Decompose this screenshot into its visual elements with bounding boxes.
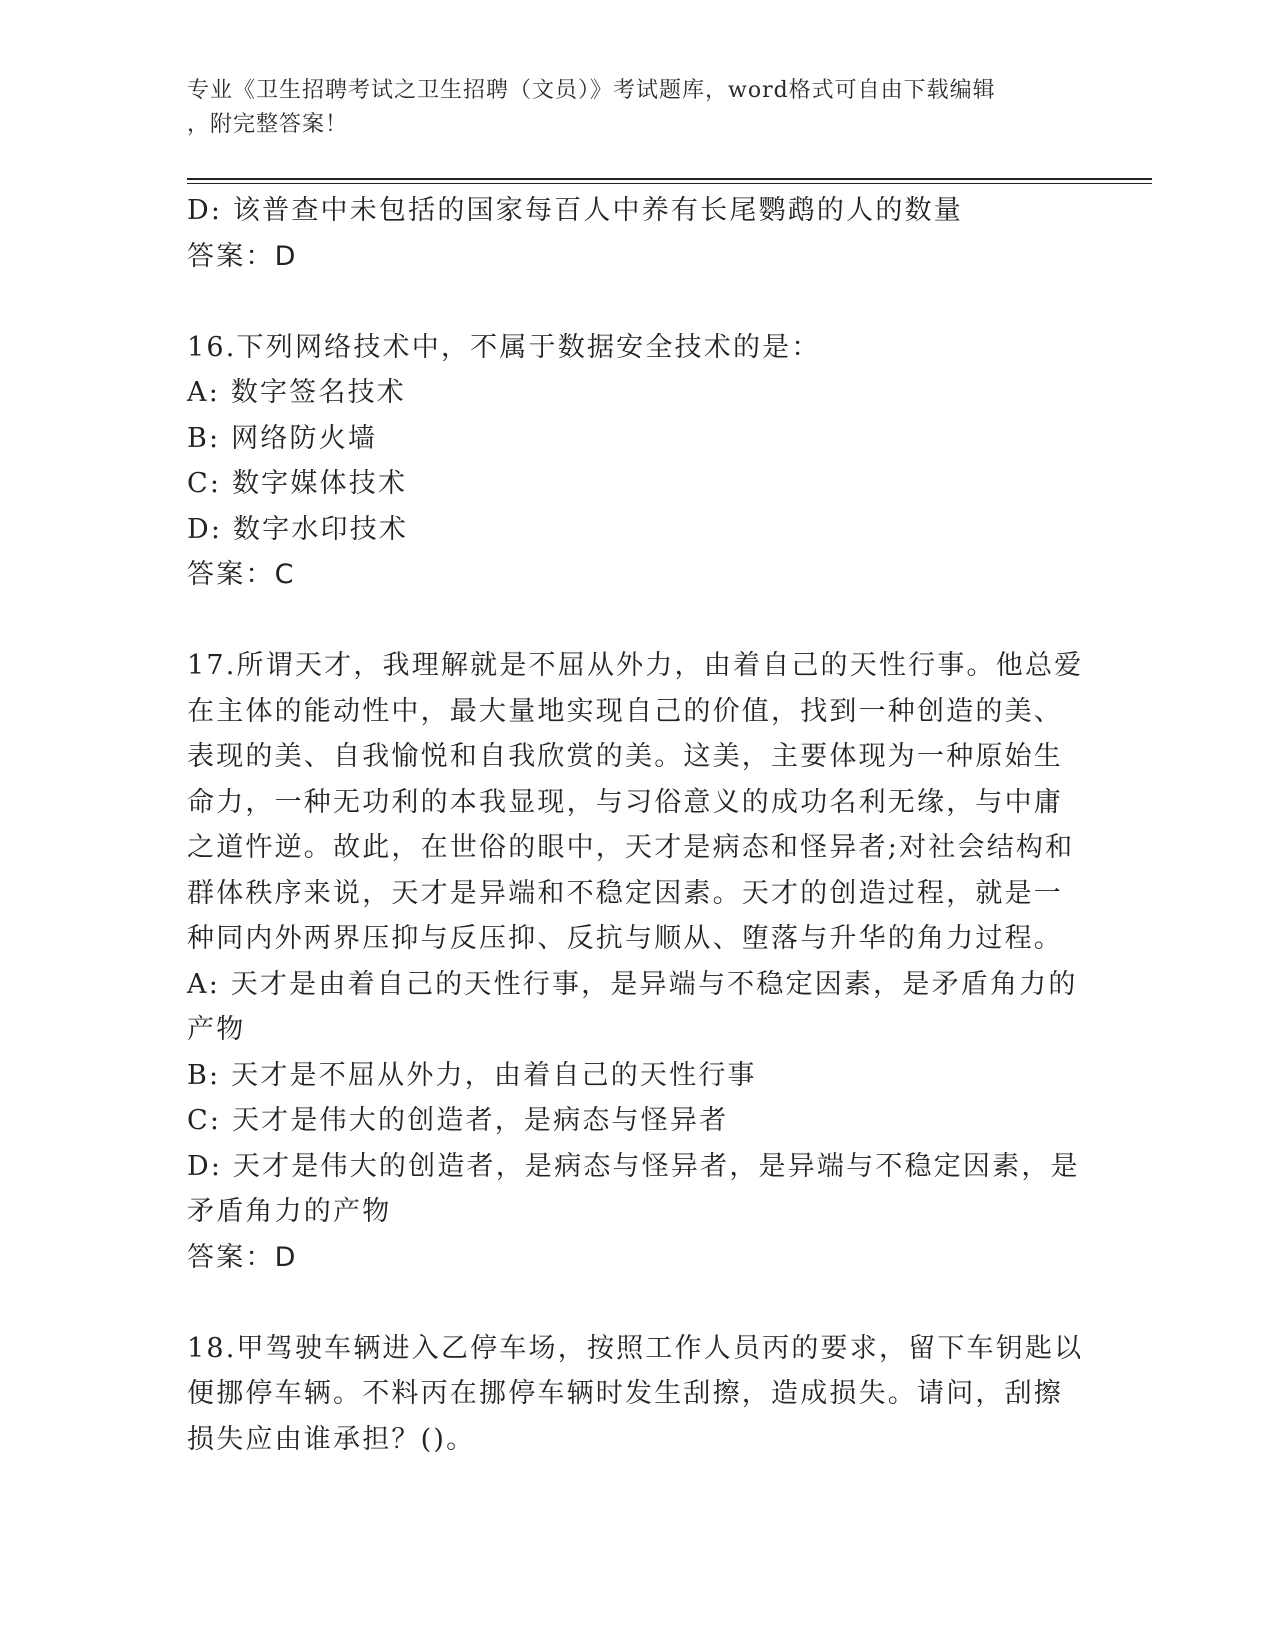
spacer [187, 1280, 1087, 1326]
q16-option-c: C: 数字媒体技术 [187, 468, 408, 499]
q17-stem-line: 命力，一种无功利的本我显现，与习俗意义的成功名利无缘，与中庸 [187, 786, 1063, 818]
prev-answer: 答案：D [187, 240, 298, 272]
spacer [187, 279, 1087, 325]
question-content [187, 188, 1087, 1462]
q18-stem-line: 损失应由谁承担？()。 [187, 1423, 476, 1455]
q16-answer: 答案：C [187, 559, 296, 590]
q17-option-a: A: 天才是由着自己的天性行事，是异端与不稳定因素，是矛盾角力的 [187, 968, 1078, 1000]
q17-option-d-cont: 矛盾角力的产物 [187, 1196, 392, 1227]
header-divider [187, 178, 1152, 180]
header-line-1: 专业《卫生招聘考试之卫生招聘（文员）》考试题库，word格式可自由下载编辑 [187, 78, 996, 103]
q17-stem-line: 在主体的能动性中，最大量地实现自己的价值，找到一种创造的美、 [187, 695, 1063, 727]
spacer [187, 598, 1087, 644]
q17-stem-line: 表现的美、自我愉悦和自我欣赏的美。这美，主要体现为一种原始生 [187, 741, 1063, 772]
q17-stem-line: 群体秩序来说，天才是异端和不稳定因素。天才的创造过程，就是一 [187, 877, 1063, 909]
q17-stem-line: 种同内外两界压抑与反压抑、反抗与顺从、堕落与升华的角力过程。 [187, 923, 1063, 954]
header-line-2: ，附完整答案！ [187, 112, 349, 137]
q18-stem-line: 便挪停车辆。不料丙在挪停车辆时发生刮擦，造成损失。请问，刮擦 [187, 1378, 1063, 1409]
q17-option-a-cont: 产物 [187, 1014, 246, 1045]
q16-option-b: B: 网络防火墙 [187, 422, 378, 454]
q16-stem: 16.下列网络技术中，不属于数据安全技术的是： [187, 331, 821, 363]
q17-option-c: C: 天才是伟大的创造者，是病态与怪异者 [187, 1105, 729, 1136]
document-header [187, 74, 1087, 142]
q17-stem-line: 17.所谓天才，我理解就是不屈从外力，由着自己的天性行事。他总爱 [187, 650, 1084, 681]
q17-option-b: B: 天才是不屈从外力，由着自己的天性行事 [187, 1059, 757, 1091]
q17-option-d: D: 天才是伟大的创造者，是病态与怪异者，是异端与不稳定因素，是 [187, 1150, 1080, 1182]
q17-answer: 答案：D [187, 1241, 298, 1273]
q16-option-a: A: 数字签名技术 [187, 377, 406, 408]
q18-stem-line: 18.甲驾驶车辆进入乙停车场，按照工作人员丙的要求，留下车钥匙以 [187, 1332, 1084, 1364]
prev-option-d: D: 该普查中未包括的国家每百人中养有长尾鹦鹉的人的数量 [187, 195, 963, 226]
header-divider-thin [187, 183, 1152, 184]
q17-stem-line: 之道忤逆。故此，在世俗的眼中，天才是病态和怪异者;对社会结构和 [187, 832, 1075, 863]
q16-option-d: D: 数字水印技术 [187, 513, 409, 545]
